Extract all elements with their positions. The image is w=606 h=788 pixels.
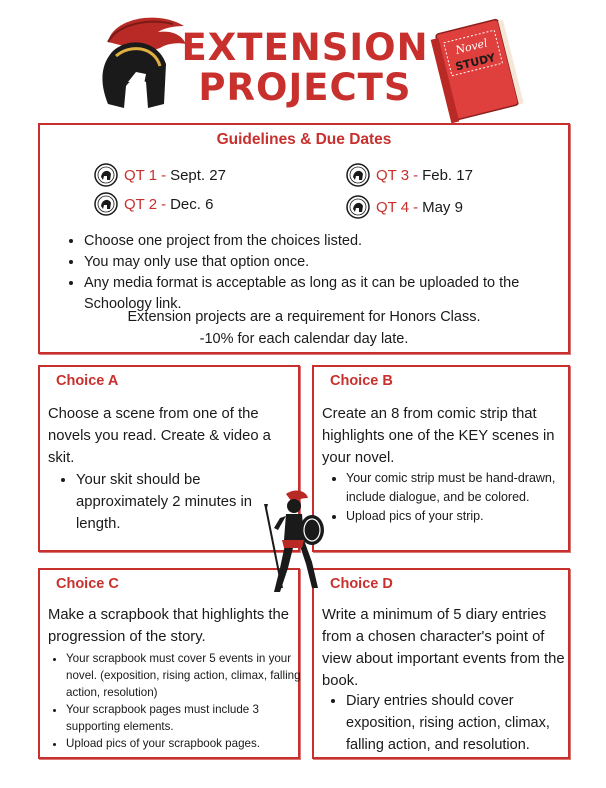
choice-b-title: Choice B bbox=[330, 373, 393, 389]
choice-c-title: Choice C bbox=[56, 576, 119, 592]
choice-d-list bbox=[326, 690, 578, 756]
title-line-1: EXTENSION bbox=[181, 26, 429, 69]
late-penalty-note: -10% for each calendar day late. bbox=[199, 331, 409, 347]
list-item: • Your scrapbook pages must include 3 supporting elements. bbox=[66, 701, 304, 735]
choice-b-list bbox=[328, 469, 566, 526]
list-item: • Your comic strip must be hand-drawn, include dialogue, and be colored. bbox=[346, 469, 566, 507]
spartan-medal-icon bbox=[346, 195, 370, 219]
list-item: • Choose one project from the choices listed. bbox=[84, 231, 574, 252]
quarter-item bbox=[94, 163, 226, 187]
quarter-date: May 9 bbox=[422, 198, 463, 216]
page-title bbox=[170, 28, 440, 108]
quarter-label: QT 2 bbox=[124, 195, 158, 213]
honors-note: Extension projects are a requirement for Honors Class. bbox=[127, 309, 481, 325]
guidelines-list bbox=[64, 231, 574, 315]
book-text-top: Novel bbox=[454, 36, 489, 57]
quarter-label: QT 1 bbox=[124, 166, 158, 184]
list-item: • Diary entries should cover exposition, rising action, climax, falling action, and resolution. bbox=[346, 690, 578, 756]
book-text-bottom: STUDY bbox=[454, 50, 497, 74]
spartan-medal-icon bbox=[94, 163, 118, 187]
quarter-date: Feb. 17 bbox=[422, 166, 473, 184]
quarter-separator: - bbox=[161, 166, 167, 184]
quarter-item bbox=[346, 195, 463, 219]
title-line-2: PROJECTS bbox=[198, 66, 412, 109]
choice-c-description: Make a scrapbook that highlights the progression of the story. bbox=[48, 607, 290, 645]
list-item: • Any media format is acceptable as long as it can be uploaded to the Schoology link. bbox=[84, 273, 574, 315]
list-item: • You may only use that option once. bbox=[84, 252, 574, 273]
list-item: • Upload pics of your scrapbook pages. bbox=[66, 735, 304, 752]
choice-d-title: Choice D bbox=[330, 576, 393, 592]
quarter-separator: - bbox=[413, 198, 419, 216]
choice-b-description: Create an 8 from comic strip that highlights one of the KEY scenes in your novel. bbox=[322, 406, 555, 466]
quarter-date: Sept. 27 bbox=[170, 166, 226, 184]
choice-a-title: Choice A bbox=[56, 373, 119, 389]
quarter-date: Dec. 6 bbox=[170, 195, 214, 213]
choice-c-list bbox=[48, 650, 304, 752]
choice-a-description: Choose a scene from one of the novels you read. Create & video a skit. bbox=[48, 406, 271, 466]
quarter-item bbox=[346, 163, 473, 187]
list-item: • Your skit should be approximately 2 minutes in length. bbox=[76, 469, 296, 535]
quarter-separator: - bbox=[161, 195, 167, 213]
list-item: • Upload pics of your strip. bbox=[346, 507, 566, 526]
quarter-label: QT 4 bbox=[376, 198, 410, 216]
guidelines-box bbox=[38, 123, 570, 354]
choice-d-box bbox=[312, 568, 570, 759]
choice-b-box bbox=[312, 365, 570, 552]
quarter-label: QT 3 bbox=[376, 166, 410, 184]
choice-d-description: Write a minimum of 5 diary entries from a chosen character's point of view about important events from the book. bbox=[322, 607, 565, 689]
spartan-warrior-icon bbox=[256, 488, 332, 600]
quarter-separator: - bbox=[413, 166, 419, 184]
list-item: • Your scrapbook must cover 5 events in your novel. (exposition, rising action, climax, falling action, resolution) bbox=[66, 650, 304, 701]
spartan-medal-icon bbox=[94, 192, 118, 216]
novel-study-book-icon bbox=[425, 14, 525, 124]
spartan-medal-icon bbox=[346, 163, 370, 187]
guidelines-title: Guidelines & Due Dates bbox=[216, 131, 392, 148]
quarter-item bbox=[94, 192, 213, 216]
